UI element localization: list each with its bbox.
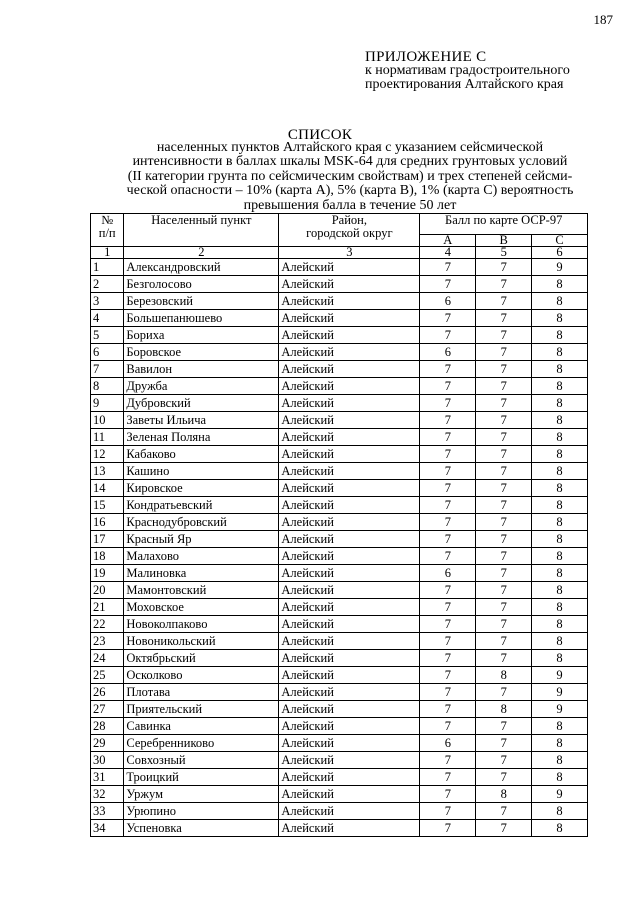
row-number: 2 xyxy=(91,276,124,293)
settlement-name: Дубровский xyxy=(124,395,279,412)
table-row xyxy=(91,395,588,412)
table-row xyxy=(91,803,588,820)
row-number: 13 xyxy=(91,463,124,480)
settlement-name: Красный Яр xyxy=(124,531,279,548)
ball-map-a: 7 xyxy=(420,497,476,514)
subtitle-line-3: (II категории грунта по сейсмическим свойствам) и трех степеней сейсми- xyxy=(127,168,573,184)
row-number: 14 xyxy=(91,480,124,497)
row-number: 27 xyxy=(91,701,124,718)
row-number: 16 xyxy=(91,514,124,531)
district-name: Алейский xyxy=(279,565,420,582)
row-number: 3 xyxy=(91,293,124,310)
appendix-line-1: к нормативам градостроительного xyxy=(365,63,570,78)
header-district xyxy=(279,214,420,247)
row-number: 4 xyxy=(91,310,124,327)
ball-map-c: 8 xyxy=(532,497,588,514)
district-name: Алейский xyxy=(279,259,420,276)
ball-map-c: 8 xyxy=(532,752,588,769)
settlement-name: Малахово xyxy=(124,548,279,565)
district-name: Алейский xyxy=(279,378,420,395)
district-name: Алейский xyxy=(279,616,420,633)
ball-map-c: 8 xyxy=(532,531,588,548)
ball-map-c: 8 xyxy=(532,395,588,412)
table-row xyxy=(91,565,588,582)
subtitle-line-1: населенных пунктов Алтайского края с указанием сейсмической xyxy=(156,140,544,155)
ball-map-b: 7 xyxy=(476,735,532,752)
district-name: Алейский xyxy=(279,718,420,735)
header-district-line-1: Район, xyxy=(331,213,367,227)
page-number: 187 xyxy=(593,12,613,27)
row-number: 8 xyxy=(91,378,124,395)
ball-map-a: 7 xyxy=(420,429,476,446)
district-name: Алейский xyxy=(279,429,420,446)
row-number: 5 xyxy=(91,327,124,344)
settlement-name: Кашино xyxy=(124,463,279,480)
ball-map-c: 8 xyxy=(532,429,588,446)
settlement-name: Кировское xyxy=(124,480,279,497)
table-row xyxy=(91,684,588,701)
ball-map-c: 9 xyxy=(532,259,588,276)
district-name: Алейский xyxy=(279,446,420,463)
district-name: Алейский xyxy=(279,650,420,667)
ball-map-b: 8 xyxy=(476,786,532,803)
ball-map-b: 7 xyxy=(476,565,532,582)
ball-map-a: 7 xyxy=(420,480,476,497)
header-ball: Балл по карте ОСР-97 xyxy=(420,214,588,235)
ball-map-a: 7 xyxy=(420,412,476,429)
ball-map-c: 8 xyxy=(532,616,588,633)
ball-map-a: 7 xyxy=(420,786,476,803)
ball-map-b: 7 xyxy=(476,412,532,429)
settlement-name: Совхозный xyxy=(124,752,279,769)
ball-map-c: 8 xyxy=(532,446,588,463)
settlement-name: Успеновка xyxy=(124,820,279,837)
row-number: 20 xyxy=(91,582,124,599)
ball-map-b: 7 xyxy=(476,718,532,735)
district-name: Алейский xyxy=(279,463,420,480)
ball-map-c: 9 xyxy=(532,667,588,684)
ball-map-a: 7 xyxy=(420,752,476,769)
ball-map-c: 8 xyxy=(532,378,588,395)
ball-map-c: 8 xyxy=(532,582,588,599)
district-name: Алейский xyxy=(279,582,420,599)
table-row xyxy=(91,293,588,310)
ball-map-a: 7 xyxy=(420,463,476,480)
row-number: 9 xyxy=(91,395,124,412)
ball-map-c: 8 xyxy=(532,310,588,327)
ball-map-a: 6 xyxy=(420,293,476,310)
row-number: 6 xyxy=(91,344,124,361)
ball-map-b: 7 xyxy=(476,633,532,650)
settlement-name: Зеленая Поляна xyxy=(124,429,279,446)
ball-map-a: 7 xyxy=(420,684,476,701)
list-subtitle xyxy=(95,141,605,213)
table-row xyxy=(91,735,588,752)
table-row xyxy=(91,718,588,735)
district-name: Алейский xyxy=(279,752,420,769)
district-name: Алейский xyxy=(279,599,420,616)
settlement-name: Боровское xyxy=(124,344,279,361)
ball-map-a: 7 xyxy=(420,531,476,548)
row-number: 11 xyxy=(91,429,124,446)
table-row xyxy=(91,412,588,429)
table-row xyxy=(91,633,588,650)
district-name: Алейский xyxy=(279,548,420,565)
ball-map-a: 6 xyxy=(420,735,476,752)
ball-map-b: 7 xyxy=(476,361,532,378)
table-row xyxy=(91,480,588,497)
header-number-line-1: № xyxy=(101,213,114,227)
settlement-name: Моховское xyxy=(124,599,279,616)
settlement-name: Кабаково xyxy=(124,446,279,463)
table-row xyxy=(91,786,588,803)
table-row xyxy=(91,548,588,565)
ball-map-a: 7 xyxy=(420,633,476,650)
row-number: 19 xyxy=(91,565,124,582)
ball-map-b: 7 xyxy=(476,463,532,480)
ball-map-c: 8 xyxy=(532,803,588,820)
ball-map-b: 7 xyxy=(476,820,532,837)
district-name: Алейский xyxy=(279,361,420,378)
district-name: Алейский xyxy=(279,701,420,718)
settlement-name: Краснодубровский xyxy=(124,514,279,531)
ball-map-c: 8 xyxy=(532,769,588,786)
table-row xyxy=(91,769,588,786)
ball-map-a: 7 xyxy=(420,718,476,735)
ball-map-a: 7 xyxy=(420,361,476,378)
subtitle-line-4: ческой опасности – 10% (карта А), 5% (карта В), 1% (карта С) вероятность xyxy=(126,183,574,199)
settlement-name: Бориха xyxy=(124,327,279,344)
column-numbers-row xyxy=(91,247,588,259)
ball-map-c: 8 xyxy=(532,412,588,429)
row-number: 10 xyxy=(91,412,124,429)
column-number: 2 xyxy=(124,247,279,259)
ball-map-c: 9 xyxy=(532,684,588,701)
row-number: 29 xyxy=(91,735,124,752)
ball-map-a: 7 xyxy=(420,599,476,616)
table-row xyxy=(91,463,588,480)
ball-map-a: 7 xyxy=(420,446,476,463)
settlement-name: Савинка xyxy=(124,718,279,735)
ball-map-a: 7 xyxy=(420,514,476,531)
row-number: 1 xyxy=(91,259,124,276)
header-map-b: В xyxy=(476,235,532,247)
district-name: Алейский xyxy=(279,344,420,361)
settlement-name: Вавилон xyxy=(124,361,279,378)
ball-map-a: 7 xyxy=(420,327,476,344)
table-row xyxy=(91,582,588,599)
table-row xyxy=(91,310,588,327)
row-number: 18 xyxy=(91,548,124,565)
ball-map-b: 7 xyxy=(476,480,532,497)
ball-map-b: 7 xyxy=(476,344,532,361)
ball-map-b: 7 xyxy=(476,378,532,395)
table-row xyxy=(91,276,588,293)
column-number: 4 xyxy=(420,247,476,259)
ball-map-b: 7 xyxy=(476,616,532,633)
ball-map-b: 7 xyxy=(476,769,532,786)
settlement-name: Большепанюшево xyxy=(124,310,279,327)
ball-map-c: 8 xyxy=(532,480,588,497)
row-number: 28 xyxy=(91,718,124,735)
district-name: Алейский xyxy=(279,684,420,701)
ball-map-c: 8 xyxy=(532,344,588,361)
district-name: Алейский xyxy=(279,803,420,820)
ball-map-a: 7 xyxy=(420,803,476,820)
ball-map-c: 8 xyxy=(532,514,588,531)
appendix-header xyxy=(365,50,570,92)
table-row xyxy=(91,667,588,684)
settlement-name: Осколково xyxy=(124,667,279,684)
ball-map-c: 8 xyxy=(532,361,588,378)
ball-map-b: 7 xyxy=(476,276,532,293)
table-row xyxy=(91,259,588,276)
ball-map-a: 7 xyxy=(420,259,476,276)
column-number: 6 xyxy=(532,247,588,259)
district-name: Алейский xyxy=(279,310,420,327)
column-number: 5 xyxy=(476,247,532,259)
ball-map-a: 7 xyxy=(420,548,476,565)
row-number: 12 xyxy=(91,446,124,463)
district-name: Алейский xyxy=(279,412,420,429)
ball-map-b: 7 xyxy=(476,446,532,463)
ball-map-b: 7 xyxy=(476,310,532,327)
ball-map-a: 7 xyxy=(420,378,476,395)
district-name: Алейский xyxy=(279,497,420,514)
row-number: 31 xyxy=(91,769,124,786)
row-number: 21 xyxy=(91,599,124,616)
header-number-line-2: п/п xyxy=(98,226,116,240)
district-name: Алейский xyxy=(279,514,420,531)
settlement-name: Александровский xyxy=(124,259,279,276)
ball-map-b: 7 xyxy=(476,497,532,514)
subtitle-line-5: превышения балла в течение 50 лет xyxy=(243,197,457,213)
table-row xyxy=(91,752,588,769)
table-row xyxy=(91,650,588,667)
row-number: 24 xyxy=(91,650,124,667)
table-row xyxy=(91,429,588,446)
district-name: Алейский xyxy=(279,769,420,786)
column-number: 1 xyxy=(91,247,124,259)
header-number xyxy=(91,214,124,247)
settlement-name: Урюпино xyxy=(124,803,279,820)
ball-map-c: 8 xyxy=(532,599,588,616)
row-number: 26 xyxy=(91,684,124,701)
ball-map-a: 7 xyxy=(420,310,476,327)
settlement-name: Троицкий xyxy=(124,769,279,786)
table-body xyxy=(91,259,588,837)
table-row xyxy=(91,446,588,463)
appendix-title: ПРИЛОЖЕНИЕ С xyxy=(365,49,487,65)
table-row xyxy=(91,327,588,344)
ball-map-a: 7 xyxy=(420,395,476,412)
row-number: 30 xyxy=(91,752,124,769)
row-number: 23 xyxy=(91,633,124,650)
settlement-name: Кондратьевский xyxy=(124,497,279,514)
ball-map-c: 9 xyxy=(532,701,588,718)
ball-map-a: 7 xyxy=(420,616,476,633)
ball-map-b: 7 xyxy=(476,327,532,344)
ball-map-c: 8 xyxy=(532,463,588,480)
ball-map-a: 7 xyxy=(420,650,476,667)
district-name: Алейский xyxy=(279,327,420,344)
settlement-name: Малиновка xyxy=(124,565,279,582)
table-row xyxy=(91,820,588,837)
district-name: Алейский xyxy=(279,293,420,310)
appendix-line-2: проектирования Алтайского края xyxy=(365,77,564,92)
settlement-name: Дружба xyxy=(124,378,279,395)
settlement-name: Серебренниково xyxy=(124,735,279,752)
table-row xyxy=(91,361,588,378)
ball-map-c: 8 xyxy=(532,565,588,582)
ball-map-c: 8 xyxy=(532,718,588,735)
row-number: 34 xyxy=(91,820,124,837)
ball-map-c: 8 xyxy=(532,735,588,752)
ball-map-b: 7 xyxy=(476,429,532,446)
ball-map-a: 7 xyxy=(420,701,476,718)
ball-map-c: 8 xyxy=(532,633,588,650)
ball-map-b: 7 xyxy=(476,582,532,599)
ball-map-b: 8 xyxy=(476,701,532,718)
district-name: Алейский xyxy=(279,786,420,803)
settlement-name: Заветы Ильича xyxy=(124,412,279,429)
row-number: 7 xyxy=(91,361,124,378)
ball-map-c: 8 xyxy=(532,650,588,667)
settlement-name: Новоколпаково xyxy=(124,616,279,633)
settlement-name: Новоникольский xyxy=(124,633,279,650)
table-row xyxy=(91,701,588,718)
settlement-name: Березовский xyxy=(124,293,279,310)
row-number: 33 xyxy=(91,803,124,820)
ball-map-c: 8 xyxy=(532,327,588,344)
table-row xyxy=(91,616,588,633)
row-number: 15 xyxy=(91,497,124,514)
header-district-line-2: городской округ xyxy=(306,226,393,240)
header-map-c: С xyxy=(532,235,588,247)
ball-map-a: 6 xyxy=(420,344,476,361)
header-map-a: А xyxy=(420,235,476,247)
ball-map-c: 9 xyxy=(532,786,588,803)
row-number: 22 xyxy=(91,616,124,633)
ball-map-c: 8 xyxy=(532,820,588,837)
ball-map-b: 7 xyxy=(476,293,532,310)
ball-map-a: 7 xyxy=(420,582,476,599)
settlement-name: Уржум xyxy=(124,786,279,803)
district-name: Алейский xyxy=(279,395,420,412)
ball-map-b: 7 xyxy=(476,259,532,276)
ball-map-a: 7 xyxy=(420,667,476,684)
ball-map-a: 7 xyxy=(420,820,476,837)
ball-map-b: 7 xyxy=(476,395,532,412)
settlements-table xyxy=(90,213,588,837)
table-row xyxy=(91,344,588,361)
row-number: 25 xyxy=(91,667,124,684)
column-number: 3 xyxy=(279,247,420,259)
ball-map-c: 8 xyxy=(532,293,588,310)
header-settlement: Населенный пункт xyxy=(124,214,279,247)
district-name: Алейский xyxy=(279,735,420,752)
ball-map-b: 7 xyxy=(476,531,532,548)
district-name: Алейский xyxy=(279,667,420,684)
settlement-name: Плотава xyxy=(124,684,279,701)
table-row xyxy=(91,599,588,616)
list-title: СПИСОК xyxy=(287,127,353,143)
ball-map-b: 7 xyxy=(476,514,532,531)
subtitle-line-2: интенсивности в баллах шкалы MSK-64 для средних грунтовых условий xyxy=(132,154,568,170)
ball-map-b: 7 xyxy=(476,650,532,667)
district-name: Алейский xyxy=(279,531,420,548)
ball-map-b: 7 xyxy=(476,752,532,769)
row-number: 32 xyxy=(91,786,124,803)
district-name: Алейский xyxy=(279,480,420,497)
settlement-name: Безголосово xyxy=(124,276,279,293)
settlement-name: Мамонтовский xyxy=(124,582,279,599)
settlement-name: Приятельский xyxy=(124,701,279,718)
table-row xyxy=(91,497,588,514)
settlement-name: Октябрьский xyxy=(124,650,279,667)
ball-map-b: 7 xyxy=(476,548,532,565)
ball-map-b: 7 xyxy=(476,599,532,616)
district-name: Алейский xyxy=(279,820,420,837)
table-row xyxy=(91,531,588,548)
ball-map-b: 7 xyxy=(476,803,532,820)
ball-map-a: 6 xyxy=(420,565,476,582)
ball-map-b: 7 xyxy=(476,684,532,701)
district-name: Алейский xyxy=(279,276,420,293)
table-row xyxy=(91,514,588,531)
ball-map-c: 8 xyxy=(532,548,588,565)
ball-map-a: 7 xyxy=(420,769,476,786)
ball-map-a: 7 xyxy=(420,276,476,293)
row-number: 17 xyxy=(91,531,124,548)
table-row xyxy=(91,378,588,395)
ball-map-b: 8 xyxy=(476,667,532,684)
district-name: Алейский xyxy=(279,633,420,650)
ball-map-c: 8 xyxy=(532,276,588,293)
